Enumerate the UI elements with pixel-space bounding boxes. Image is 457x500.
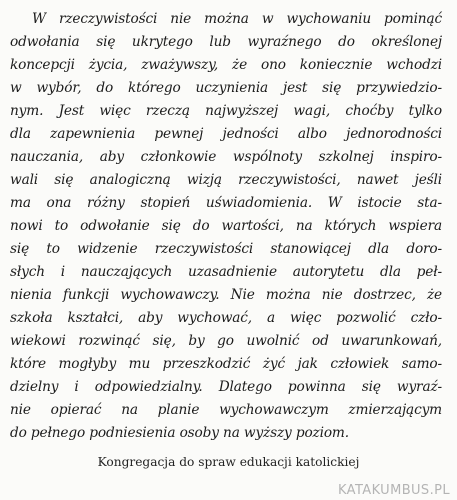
quote-attribution: Kongregacja do spraw edukacji katolickiej	[97, 455, 360, 469]
quote-line: nowi to odwołanie się do wartości, na których wspiera	[10, 218, 442, 234]
quote-line: nienia funkcji wychowawczy. Nie można nie dostrzec, że	[10, 287, 442, 303]
quote-line: wiekowi rozwinąć się, by go uwolnić od uwarunkowań,	[10, 333, 442, 349]
site-watermark: KATAKUMBUS.PL	[337, 483, 450, 498]
quote-line: wali się analogiczną wizją rzeczywistości, nawet jeśli	[10, 172, 442, 188]
quote-line: które mogłyby mu przeszkodzić żyć jak człowiek samo-	[10, 356, 442, 372]
quote-line: koncepcji życia, zważywszy, że ono koniecznie wchodzi	[10, 57, 442, 73]
quote-line: nauczania, aby członkowie wspólnoty szkolnej inspiro-	[10, 149, 442, 165]
quote-paragraph	[10, 8, 442, 445]
quote-line: W rzeczywistości nie można w wychowaniu pominąć	[32, 11, 442, 27]
quote-line: się to widzenie rzeczywistości stanowiącej dla doro-	[10, 241, 442, 257]
quote-line: nym. Jest więc rzeczą najwyższej wagi, choćby tylko	[10, 103, 442, 119]
quote-line: ma ona różny stopień uświadomienia. W istocie sta-	[10, 195, 442, 211]
quote-line: dla zapewnienia pewnej jedności albo jednorodności	[10, 126, 442, 142]
quote-line: szkoła kształci, aby wychować, a więc pozwolić czło-	[10, 310, 442, 326]
quote-line: słych i nauczających uzasadnienie autorytetu dla peł-	[10, 264, 442, 280]
quote-line: w wybór, do którego uczynienia jest się przywiedzio-	[10, 80, 442, 96]
quote-line: do pełnego podniesienia osoby na wyższy poziom.	[10, 425, 349, 441]
quote-line: dzielny i odpowiedzialny. Dlatego powinna się wyraź-	[10, 379, 442, 395]
quote-line: odwołania się ukrytego lub wyraźnego do określonej	[10, 34, 442, 50]
quote-line: nie opierać na planie wychowawczym zmierzającym	[10, 402, 442, 418]
